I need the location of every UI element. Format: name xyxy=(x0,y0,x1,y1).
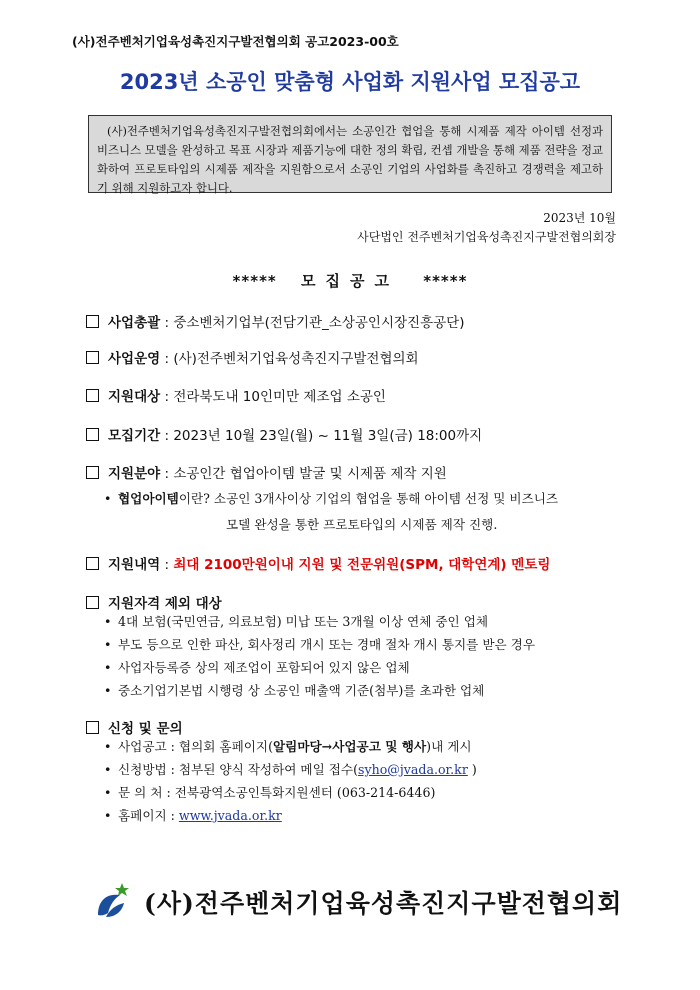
section-sep: : xyxy=(160,466,174,482)
section-label: 사업총괄 xyxy=(108,315,161,331)
checkbox-square-icon xyxy=(86,351,99,364)
section-label: 모집기간 xyxy=(108,428,161,444)
section-overview xyxy=(86,311,464,331)
section-value: 2023년 10월 23일(월) ~ 11월 3일(금) 18:00까지 xyxy=(173,428,483,444)
exclusion-list xyxy=(104,610,535,702)
notice-heading xyxy=(0,270,700,291)
notice-heading-text: 모집공고 xyxy=(301,272,399,290)
signature: 사단법인 전주벤처기업육성촉진지구발전협의회장 xyxy=(357,230,616,244)
list-item: • 문 의 처 : 전북광역소공인특화지원센터 (063-214-6446) xyxy=(104,781,477,804)
section-value: 소공인간 협업아이템 발굴 및 시제품 제작 지원 xyxy=(173,466,447,482)
list-item xyxy=(104,735,477,758)
section-sep: : xyxy=(160,351,174,367)
page-title: 2023년 소공인 맞춤형 사업화 지원사업 모집공고 xyxy=(119,70,581,94)
checkbox-square-icon xyxy=(86,557,99,570)
apply-item-text: 사업공고 : 협의회 홈페이지( xyxy=(118,739,273,754)
section-sep: : xyxy=(160,428,174,444)
section-apply xyxy=(86,717,183,737)
checkbox-square-icon xyxy=(86,596,99,609)
apply-item-text: 신청방법 : 첨부된 양식 작성하여 메일 접수( xyxy=(118,762,358,777)
checkbox-square-icon xyxy=(86,721,99,734)
section-value-highlight: 최대 2100만원이내 지원 및 전문위원(SPM, 대학연계) 멘토링 xyxy=(173,557,551,573)
note-text: 이란? 소공인 3개사이상 기업의 협업을 통해 아이템 선정 및 비즈니즈 xyxy=(178,491,559,506)
apply-item-text: )내 게시 xyxy=(426,739,472,754)
footer xyxy=(92,880,622,924)
section-label: 신청 및 문의 xyxy=(108,721,183,737)
section-target xyxy=(86,385,386,405)
section-operation xyxy=(86,347,419,367)
stars-right: ***** xyxy=(423,272,468,290)
field-note-continued: 모델 완성을 통한 프로토타입의 시제품 제작 진행. xyxy=(226,517,498,532)
checkbox-square-icon xyxy=(86,315,99,328)
leaf-star-logo-icon xyxy=(92,879,134,925)
section-value: (사)전주벤처기업육성촉진지구발전협의회 xyxy=(173,351,419,367)
section-exclusion xyxy=(86,592,222,612)
apply-item-bold: 알림마당→사업공고 및 행사 xyxy=(273,739,427,754)
section-label: 사업운영 xyxy=(108,351,161,367)
list-item: • 사업자등록증 상의 제조업이 포함되어 있지 않은 업체 xyxy=(104,656,535,679)
apply-item-text: 홈페이지 : xyxy=(118,808,179,823)
section-value: 전라북도내 10인미만 제조업 소공인 xyxy=(173,389,386,405)
section-label: 지원내역 xyxy=(108,557,161,573)
section-period xyxy=(86,424,482,444)
section-sep: : xyxy=(160,389,174,405)
stars-left: ***** xyxy=(232,272,277,290)
apply-item-text: ) xyxy=(467,762,477,777)
checkbox-square-icon xyxy=(86,389,99,402)
list-item xyxy=(104,758,477,781)
section-details xyxy=(86,553,550,573)
field-note xyxy=(104,487,558,510)
section-sep: : xyxy=(160,557,174,573)
homepage-link[interactable]: www.jvada.or.kr xyxy=(178,808,282,823)
list-item xyxy=(104,487,558,510)
section-value: 중소벤처기업부(전담기관_소상공인시장진흥공단) xyxy=(173,315,465,331)
section-sep: : xyxy=(160,315,174,331)
email-link[interactable]: syho@jvada.or.kr xyxy=(358,762,468,777)
list-item xyxy=(104,804,477,827)
section-label: 지원분야 xyxy=(108,466,161,482)
checkbox-square-icon xyxy=(86,466,99,479)
checkbox-square-icon xyxy=(86,428,99,441)
summary-box: (사)전주벤처기업육성촉진지구발전협의회에서는 소공인간 협업을 통해 시제품 제작 아이템 선정과 비즈니스 모델을 완성하고 목표 시장과 제품기능에 대한 정의 확립, 컨셉 개발을 통해 제품 전략을 정교화하여 프로토타입의 시제품 제작을 지원함으로서 소공인 기업의 사업화를 촉진하고 경쟁력을 제고하기 위해 지원하고자 합니다. xyxy=(88,115,612,193)
notice-date: 2023년 10월 xyxy=(543,211,616,225)
apply-list xyxy=(104,735,477,827)
section-label: 지원대상 xyxy=(108,389,161,405)
list-item: • 4대 보험(국민연금, 의료보험) 미납 또는 3개월 이상 연체 중인 업체 xyxy=(104,610,535,633)
section-field xyxy=(86,462,447,482)
list-item: • 부도 등으로 인한 파산, 회사정리 개시 또는 경매 절차 개시 통지를 받은 경우 xyxy=(104,633,535,656)
list-item: • 중소기업기본법 시행령 상 소공인 매출액 기준(첨부)를 초과한 업체 xyxy=(104,679,535,702)
section-label: 지원자격 제외 대상 xyxy=(108,596,222,612)
notice-number: (사)전주벤처기업육성촉진지구발전협의회 공고2023-00호 xyxy=(72,34,399,49)
footer-org-name: (사)전주벤처기업육성촉진지구발전협의회 xyxy=(144,889,623,918)
note-bold: 협업아이템 xyxy=(118,491,179,506)
